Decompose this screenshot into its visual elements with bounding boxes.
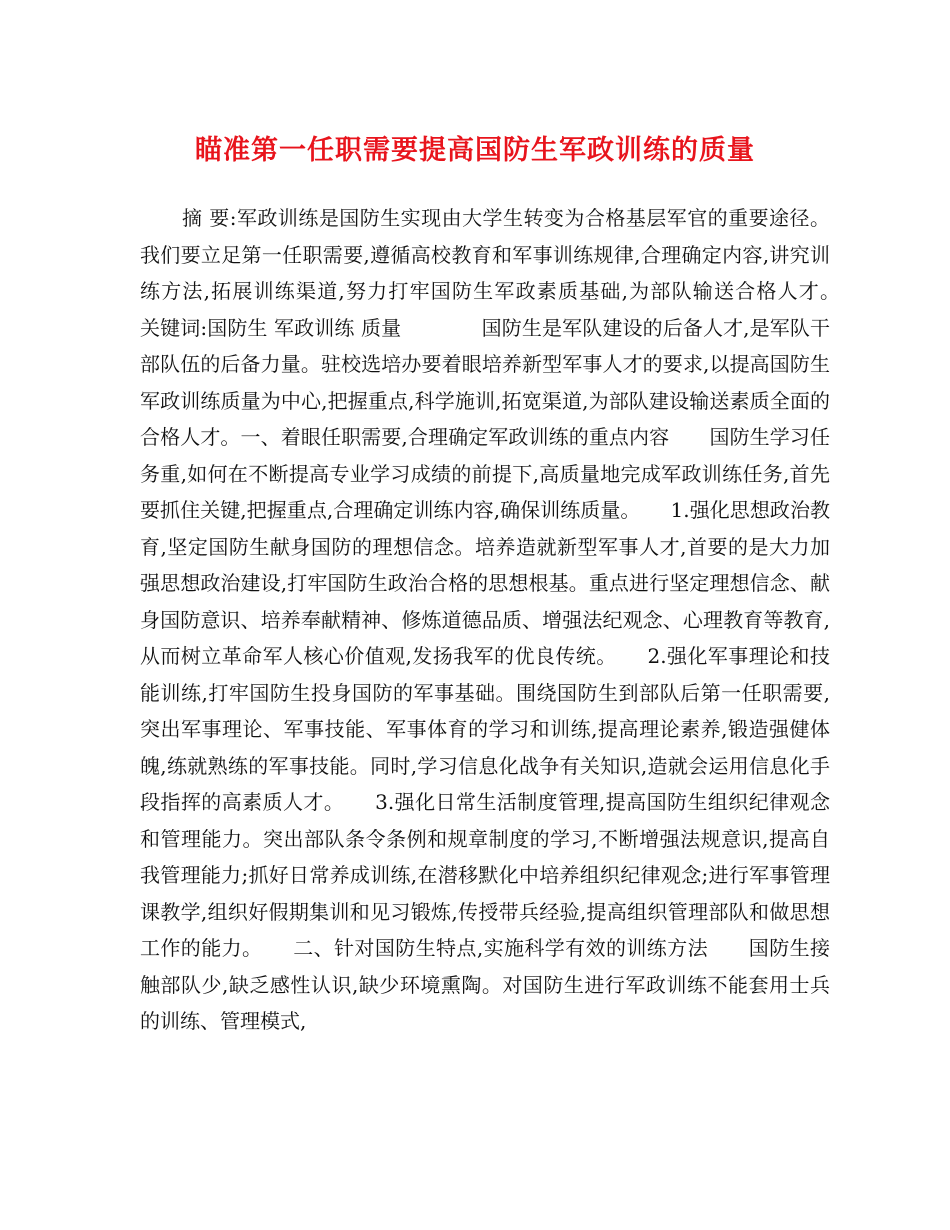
body-paragraph: 摘 要:军政训练是国防生实现由大学生转变为合格基层军官的重要途径。我们要立足第一任职需要,遵循高校教育和军事训练规律,合理确定内容,讲究训练方法,拓展训练渠道,努力打牢国防生军政素质基础,为部队输送合格人才。 关键词:国防生 军政训练 质量 国防生是军队建设的后备人才,是军队干部队伍的后备力量。驻校选培办要着眼培养新型军事人才的要求,以提高国防生军政训练质量为中心,把握重点,科学施训,拓宽渠道,为部队建设输送素质全面的合格人才。一、着眼任职需要,合理确定军政训练的重点内容 国防生学习任务重,如何在不断提高专业学习成绩的前提下,高质量地完成军政训练任务,首先要抓住关键,把握重点,合理确定训练内容,确保训练质量。 1.强化思想政治教育,坚定国防生献身国防的理想信念。培养造就新型军事人才,首要的是大力加强思想政治建设,打牢国防生政治合格的思想根基。重点进行坚定理想信念、献身国防意识、培养奉献精神、修炼道德品质、增强法纪观念、心理教育等教育,从而树立革命军人核心价值观,发扬我军的优良传统。 2.强化军事理论和技能训练,打牢国防生投身国防的军事基础。围绕国防生到部队后第一任职需要,突出军事理论、军事技能、军事体育的学习和训练,提高理论素养,锻造强健体魄,练就熟练的军事技能。同时,学习信息化战争有关知识,造就会运用信息化手段指挥的高素质人才。 3.强化日常生活制度管理,提高国防生组织纪律观念和管理能力。突出部队条令条例和规章制度的学习,不断增强法规意识,提高自我管理能力;抓好日常养成训练,在潜移默化中培养组织纪律观念;进行军事管理课教学,组织好假期集训和见习锻炼,传授带兵经验,提高组织管理部队和做思想工作的能力。 二、针对国防生特点,实施科学有效的训练方法 国防生接触部队少,缺乏感性认识,缺少环境熏陶。对国防生进行军政训练不能套用士兵的训练、管理模式,: [140, 206, 870, 1033]
document-title: 瞄准第一任职需要提高国防生军政训练的质量: [195, 135, 755, 166]
document-body: [140, 200, 870, 1040]
